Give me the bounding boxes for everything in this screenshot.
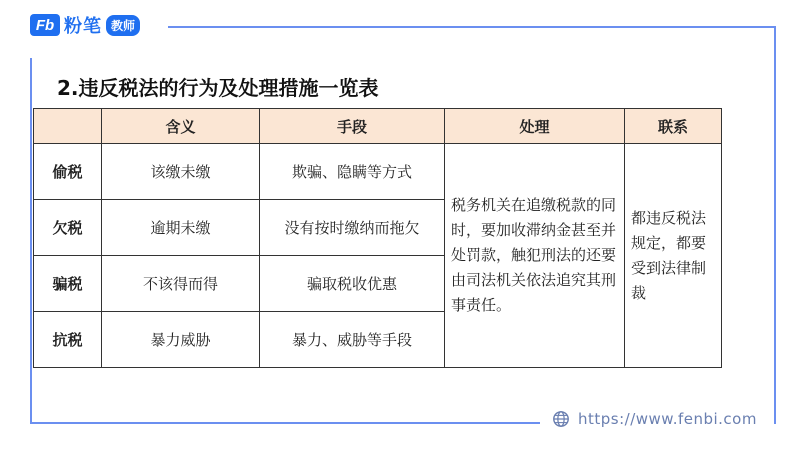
frame-right-line [774,26,776,424]
page-title: 2.违反税法的行为及处理措施一览表 [57,76,379,100]
table-header-row [34,109,722,144]
row-means: 欺骗、隐瞒等方式 [260,144,445,200]
header-blank [34,109,102,144]
url-text[interactable]: https://www.fenbi.com [578,410,757,428]
relation-cell: 都违反税法规定，都要受到法律制裁 [625,144,722,368]
row-meaning: 不该得而得 [102,256,260,312]
row-means: 暴力、威胁等手段 [260,312,445,368]
row-meaning: 逾期未缴 [102,200,260,256]
logo-badge: 教师 [106,15,140,36]
logo-mark: Fb [30,14,60,36]
row-name: 偷税 [34,144,102,200]
header-meaning: 含义 [102,109,260,144]
row-name: 欠税 [34,200,102,256]
row-name: 抗税 [34,312,102,368]
header-means: 手段 [260,109,445,144]
row-meaning: 暴力威胁 [102,312,260,368]
row-meaning: 该缴未缴 [102,144,260,200]
row-means: 骗取税收优惠 [260,256,445,312]
handling-cell: 税务机关在追缴税款的同时，要加收滞纳金甚至并处罚款，触犯刑法的还要由司法机关依法追究其刑事责任。 [445,144,625,368]
tax-violation-table [33,108,722,368]
footer-url[interactable] [552,410,757,428]
frame-left-line [30,58,32,424]
frame-top-line [168,26,776,28]
header-relation: 联系 [625,109,722,144]
row-means: 没有按时缴纳而拖欠 [260,200,445,256]
logo-name: 粉笔 [64,16,102,37]
header-handling: 处理 [445,109,625,144]
frame-bottom-line [30,422,540,424]
globe-icon [552,410,570,428]
table-row [34,144,722,200]
row-name: 骗税 [34,256,102,312]
fenbi-logo [30,12,140,38]
